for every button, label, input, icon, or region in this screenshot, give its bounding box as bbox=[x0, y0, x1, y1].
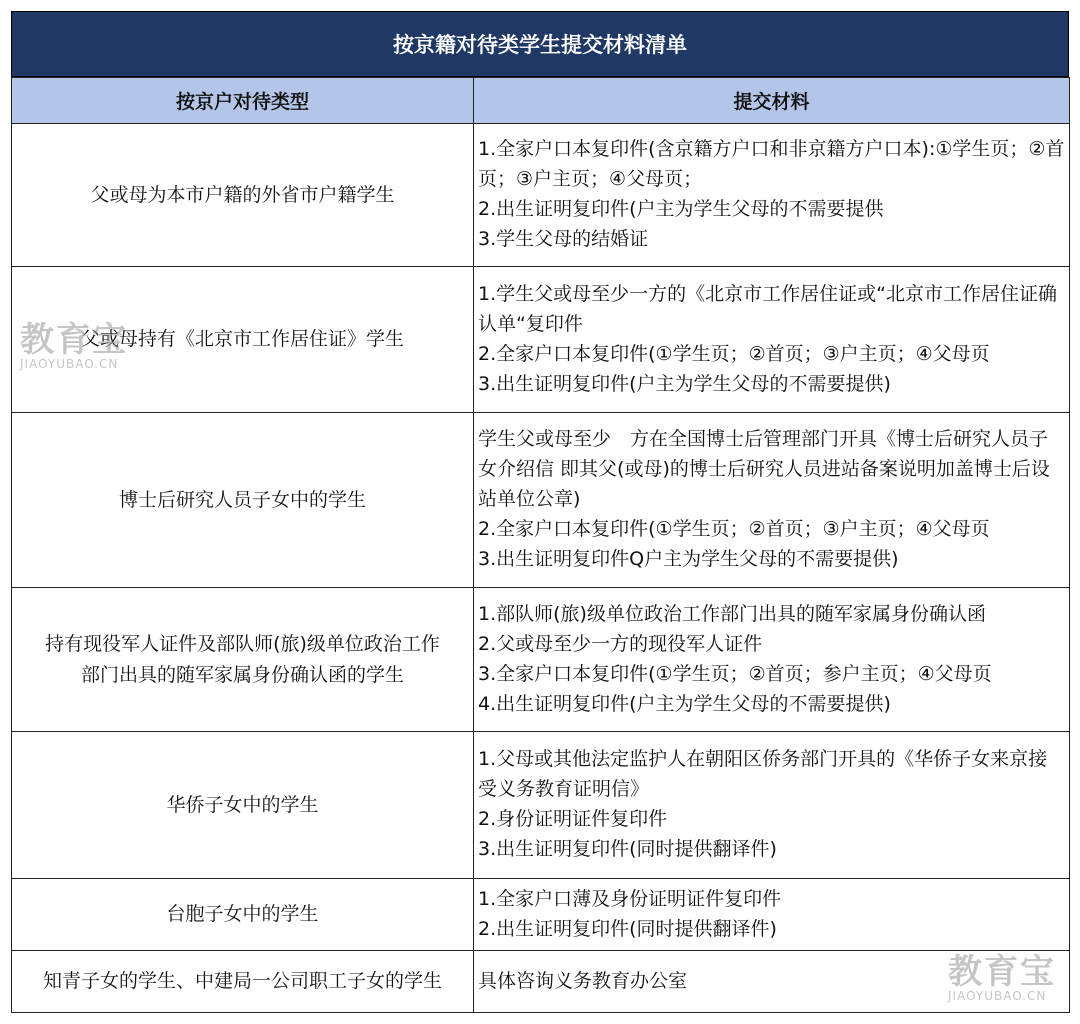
table-row bbox=[12, 588, 1070, 732]
materials-table bbox=[11, 77, 1070, 1013]
table-row bbox=[12, 879, 1070, 951]
materials-cell bbox=[474, 588, 1070, 732]
materials-cell bbox=[474, 951, 1070, 1013]
student-type-text: 父或母持有《北京市工作居住证》学生 bbox=[80, 328, 404, 350]
material-item: 2.全家户口本复印件(①学生页；②首页；③户主页；④父母页 bbox=[478, 342, 990, 365]
materials-cell bbox=[474, 879, 1070, 951]
material-item: 1.全家户口薄及身份证明证件复印件 bbox=[478, 887, 782, 910]
student-type-text: 台胞子女中的学生 bbox=[166, 903, 319, 925]
student-type-cell bbox=[12, 588, 474, 732]
table-header-row bbox=[12, 78, 1070, 124]
material-item: 3.出生证明复印件(同时提供翻译件) bbox=[478, 838, 777, 860]
materials-cell bbox=[474, 124, 1070, 267]
material-item: 1.父母或其他法定监护人在朝阳区侨务部门开具的《华侨子女来京接受义务教育证明信》 bbox=[478, 748, 1048, 800]
student-type-text: 父或母为本市户籍的外省市户籍学生 bbox=[90, 183, 395, 206]
material-item: 4.出生证明复印件(户主为学生父母的不需要提供) bbox=[478, 692, 891, 715]
student-type-cell bbox=[12, 879, 474, 951]
sheet-title: 按京籍对待类学生提交材料清单 bbox=[11, 11, 1069, 77]
student-type-text: 知青子女的学生、中建局一公司职工子女的学生 bbox=[42, 970, 442, 992]
material-item: 3.全家户口本复印件(①学生页；②首页；参户主页；④父母页 bbox=[478, 662, 992, 685]
student-type-cell bbox=[12, 732, 474, 879]
material-item: 2.父或母至少一方的现役军人证件 bbox=[478, 632, 763, 655]
student-type-cell bbox=[12, 267, 474, 413]
material-item: 具体咨询义务教育办公室 bbox=[478, 969, 688, 992]
student-type-text: 部门出具的随军家属身份确认函的学生 bbox=[80, 663, 404, 686]
table-row bbox=[12, 951, 1070, 1013]
material-item: 1.学生父或母至少一方的《北京市工作居住证或“北京市工作居住证确认单“复印件 bbox=[478, 282, 1057, 335]
student-type-cell bbox=[12, 413, 474, 588]
materials-cell bbox=[474, 732, 1070, 879]
material-item: 1.全家户口本复印件(含京籍方户口和非京籍方户口本):①学生页；②首页；③户主页；④父母页； bbox=[478, 138, 1065, 190]
student-type-text: 博士后研究人员子女中的学生 bbox=[118, 488, 366, 511]
material-item: 2.出生证明复印件(同时提供翻译件) bbox=[478, 917, 777, 940]
watermark-logo-text: 教育宝 bbox=[948, 952, 1056, 992]
student-type-cell bbox=[12, 124, 474, 267]
watermark-logo-text: 教育宝 bbox=[20, 320, 128, 360]
material-item: 3.出生证明复印件(户主为学生父母的不需要提供) bbox=[478, 372, 891, 395]
table-row bbox=[12, 732, 1070, 879]
table-row bbox=[12, 267, 1070, 413]
header-type: 按京户对待类型 bbox=[12, 78, 474, 124]
student-type-cell bbox=[12, 951, 474, 1013]
material-item: 2.出生证明复印件(户主为学生父母的不需要提供 bbox=[478, 198, 884, 220]
student-type-text: 华侨子女中的学生 bbox=[166, 793, 319, 816]
watermark-url: JIAOYUBAO.CN bbox=[20, 357, 119, 371]
materials-sheet bbox=[11, 11, 1069, 1013]
watermark-url: JIAOYUBAO.CN bbox=[948, 989, 1047, 1003]
material-item: 3.学生父母的结婚证 bbox=[478, 228, 649, 250]
header-materials: 提交材料 bbox=[474, 78, 1070, 124]
material-item: 学生父或母至少 方在全国博士后管理部门开具《博士后研究人员子女介绍信 即其父(或母)的博士后研究人员进站备案说明加盖博士后设站单位公章) bbox=[478, 428, 1050, 510]
materials-cell bbox=[474, 413, 1070, 588]
materials-cell bbox=[474, 267, 1070, 413]
material-item: 1.部队师(旅)级单位政治工作部门出具的随军家属身份确认函 bbox=[478, 602, 986, 625]
table-row bbox=[12, 413, 1070, 588]
material-item: 2.身份证明证件复印件 bbox=[478, 808, 668, 830]
table-row bbox=[12, 124, 1070, 267]
student-type-text: 持有现役军人证件及部队师(旅)级单位政治工作 bbox=[45, 632, 440, 655]
material-item: 2.全家户口本复印件(①学生页；②首页；③户主页；④父母页 bbox=[478, 518, 990, 540]
material-item: 3.出生证明复印件Q户主为学生父母的不需要提供) bbox=[478, 548, 899, 570]
